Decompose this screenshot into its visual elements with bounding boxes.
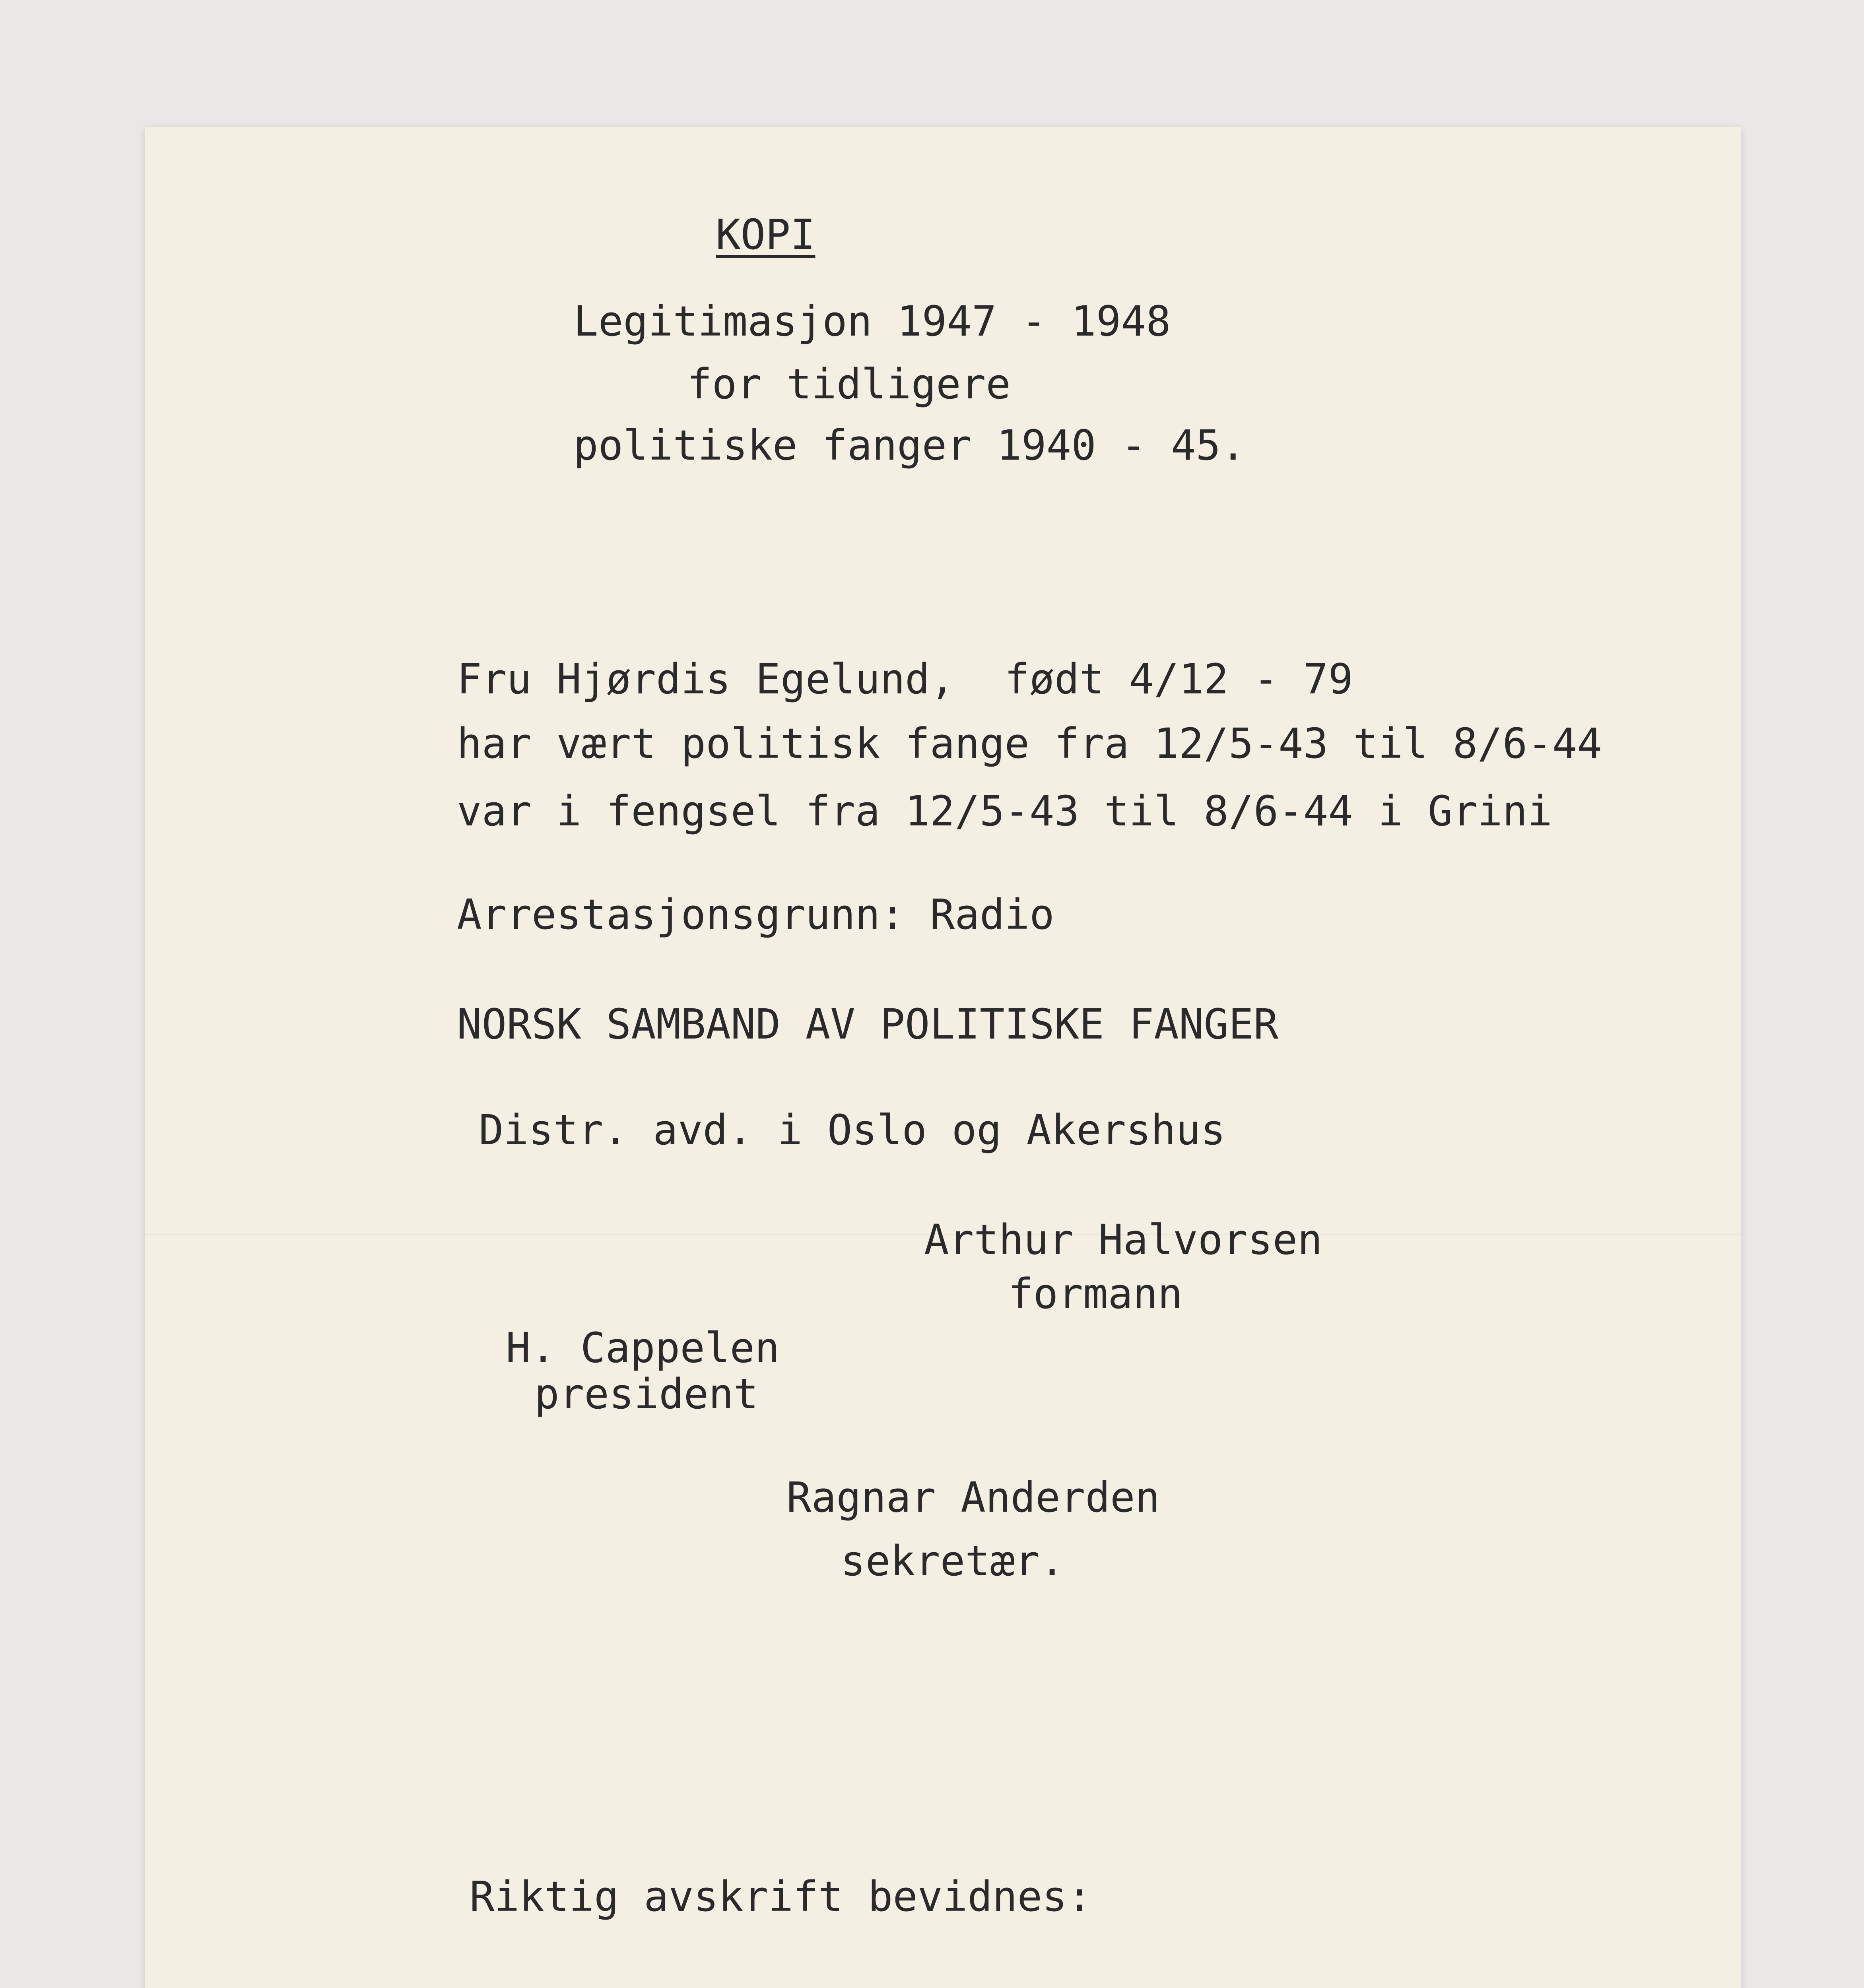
signatory-3-role: sekretær.	[841, 1537, 1065, 1585]
signatory-3-name: Ragnar Anderden	[786, 1473, 1160, 1522]
signatory-1-name: Arthur Halvorsen	[924, 1215, 1322, 1264]
district-name: Distr. avd. i Oslo og Akershus	[479, 1106, 1226, 1154]
signatory-1-role: formann	[1008, 1270, 1183, 1318]
document-page	[145, 127, 1741, 1988]
arrest-reason: Arrestasjonsgrunn: Radio	[457, 890, 1054, 939]
body-line-1: Fru Hjørdis Egelund, født 4/12 - 79	[457, 655, 1353, 703]
heading: KOPI	[716, 210, 816, 259]
body-line-3: var i fengsel fra 12/5-43 til 8/6-44 i Grini	[457, 787, 1552, 835]
title-line-1: Legitimasjon 1947 - 1948	[573, 297, 1171, 346]
body-line-2: har vært politisk fange fra 12/5-43 til 8/6-44	[457, 719, 1602, 768]
signatory-2-name: H. Cappelen	[506, 1324, 780, 1372]
title-line-2: for tidligere	[687, 360, 1011, 408]
organization-name: NORSK SAMBAND AV POLITISKE FANGER	[457, 1000, 1279, 1048]
title-line-3: politiske fanger 1940 - 45.	[573, 421, 1246, 470]
certification-line: Riktig avskrift bevidnes:	[470, 1872, 1092, 1921]
signatory-2-role: president	[534, 1370, 759, 1418]
